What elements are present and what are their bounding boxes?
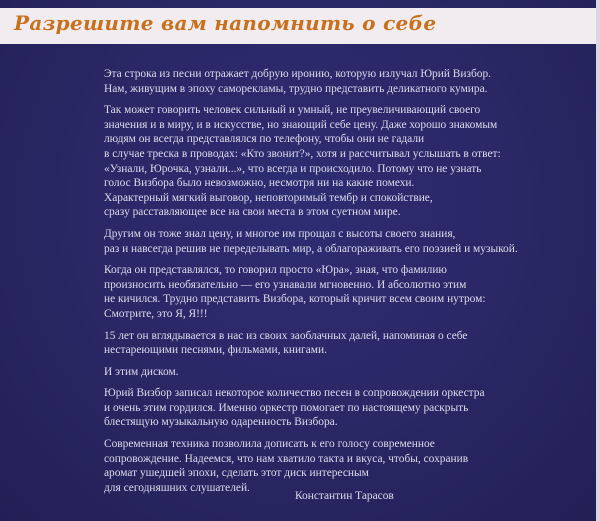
page-title: Разрешите вам напомнить о себе [14,11,437,35]
paragraph-3: Другим он тоже знал цену, и многое им прощал с высоты своего знания, раз и навсегда решив не переделывать мир, а облагораживать его поэзией и музыкой. [104,227,518,255]
paragraph-6: И этим диском. [104,365,179,378]
paragraph-2: Так может говорить человек сильный и умный, не преувеличивающий своего значения и в миру, и в искусстве, но знающий себе цену. Даже хорошо знакомым людям он всегда представлялся по телефону, чтобы они не гадали в случае треска в проводах: «Кто звонит?», хотя и рассчитывал услышать в ответ: «Узнали, Юрочка, узнали...», что всегда и происходило. Потому что не узнать голос Визбора было невозможно, несмотря ни на какие помехи. Характерный мягкий выговор, неповторимый тембр и спокойствие, сразу расставляющее все на свои места в этом суетном мире. [104,104,501,219]
title-band [0,8,600,44]
paragraph-8: Современная техника позволила дописать к его голосу современное сопровождение. Надеемся, что нам хватило такта и вкуса, чтобы, сохранив аромат ушедшей эпохи, сделать этот диск интересным для сегодняшних слушателей. [104,438,469,494]
page-edge [596,0,600,521]
paragraph-7: Юрий Визбор записал некоторое количество песен в сопровождении оркестра и очень этим гордился. Именно оркестр помогает по настоящему раскрыть блестящую музыкальную одаренность Визбора. [104,387,485,429]
signature: Константин Тарасов [295,490,394,502]
body-text [104,67,584,502]
paragraph-1: Эта строка из песни отражает добрую иронию, которую излучал Юрий Визбор. Нам, живущим в эпоху саморекламы, трудно представить деликатного кумира. [104,68,492,95]
paragraph-4: Когда он представлялся, то говорил просто «Юра», зная, что фамилию произносить необязательно — его узнавали мгновенно. И абсолютно этим не кичился. Трудно представить Визбора, который кричит всем своим нутром: Смотрите, это Я, Я!!! [104,264,486,320]
paragraph-5: 15 лет он вглядывается в нас из своих заоблачных далей, напоминая о себе нестареющими песнями, фильмами, книгами. [104,329,468,357]
